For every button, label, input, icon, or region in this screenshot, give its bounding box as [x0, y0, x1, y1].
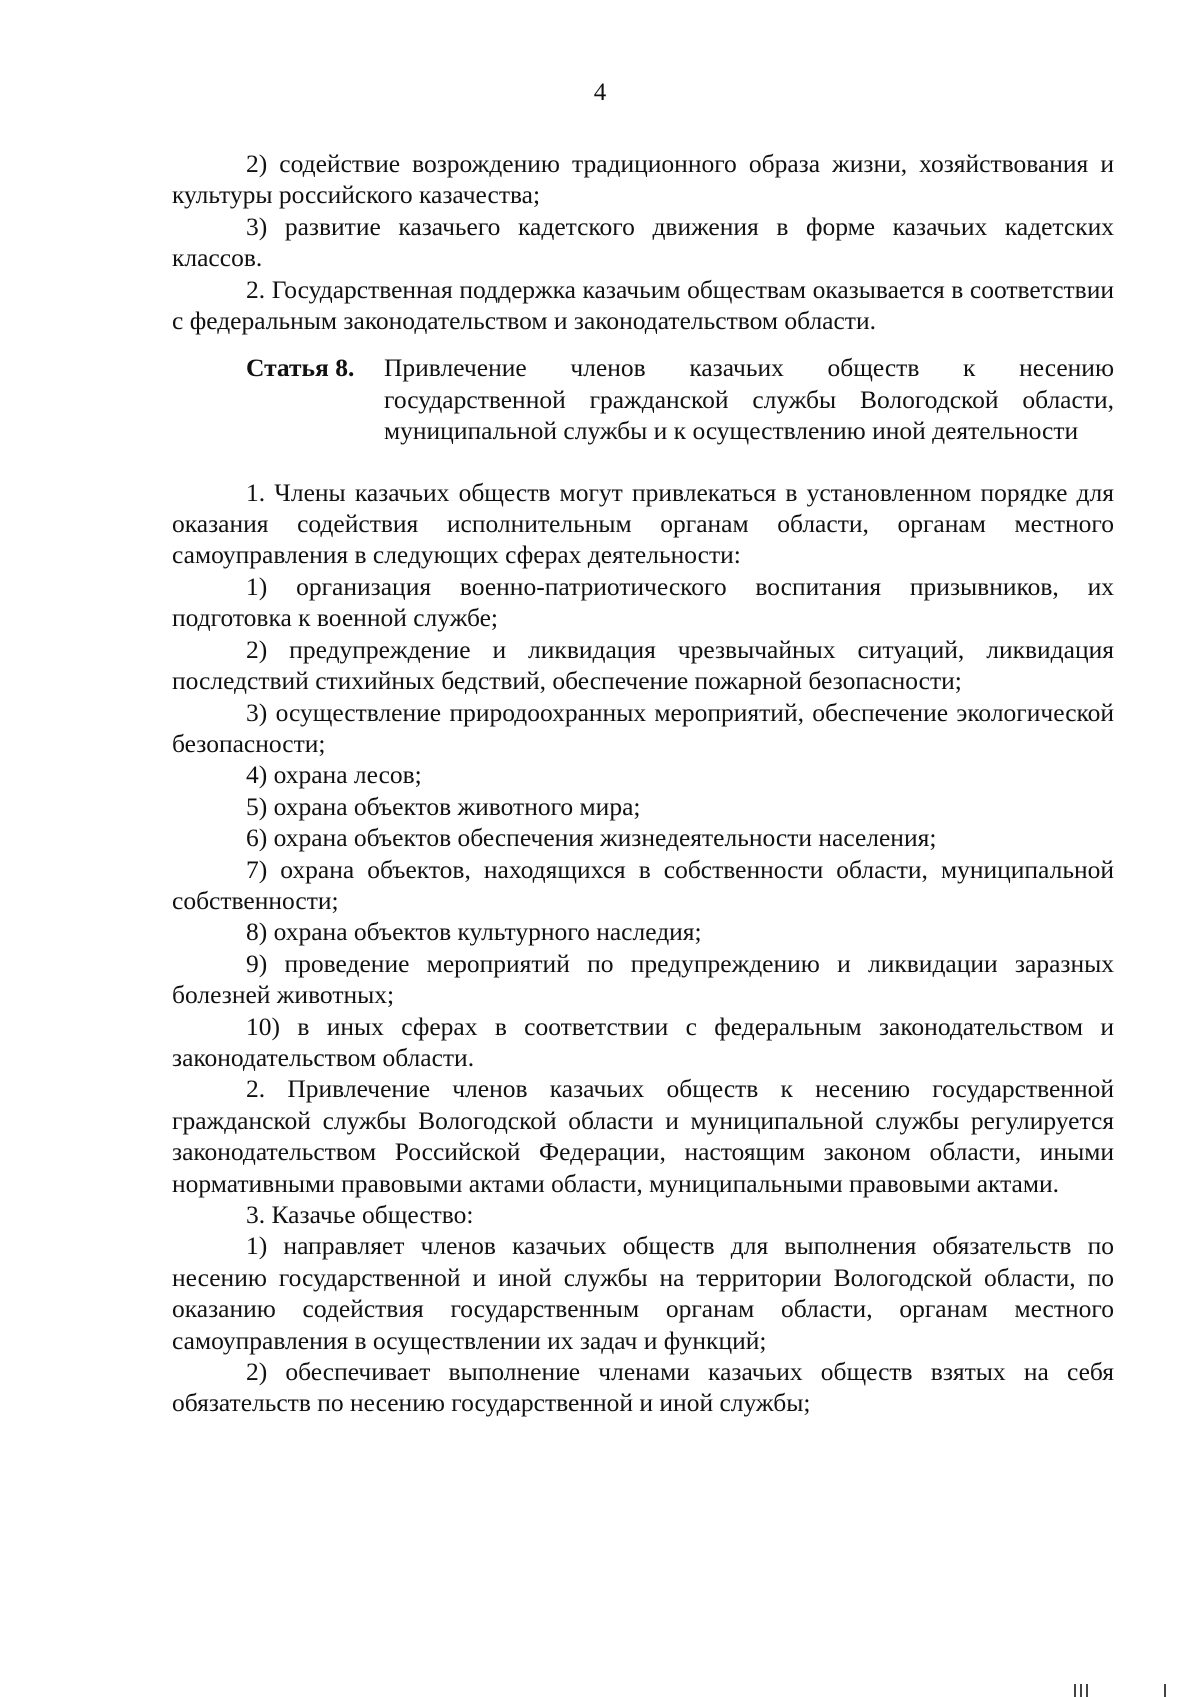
list-item: 7) охрана объектов, находящихся в собственности области, муниципальной собственности;: [172, 854, 1114, 915]
paragraph: 2) содействие возрождению традиционного образа жизни, хозяйствования и культуры российского казачества;: [172, 149, 1114, 210]
list-item: 2) предупреждение и ликвидация чрезвычайных ситуаций, ликвидация последствий стихийных бедствий, обеспечение пожарной безопасности;: [172, 634, 1114, 696]
list-item: 4) охрана лесов;: [246, 760, 422, 790]
paragraph: 1. Члены казачьих обществ могут привлекаться в установленном порядке для оказания содействия исполнительным органам области, органам местного самоуправления в следующих сферах деятельности:: [172, 477, 1114, 570]
article-label: Статья 8.: [246, 353, 355, 383]
scan-mark: [1080, 1684, 1082, 1697]
list-item: 3) осуществление природоохранных мероприятий, обеспечение экологической безопасности;: [172, 697, 1114, 758]
article-title: Привлечение членов казачьих обществ к несению государственной гражданской службы Вологодской области, муниципальной службы и к осуществлению иной деятельности: [384, 353, 1114, 446]
list-item: 8) охрана объектов культурного наследия;: [246, 917, 702, 947]
scan-mark: [1086, 1684, 1088, 1697]
scan-marks: [1074, 1684, 1200, 1697]
scan-mark: [1164, 1684, 1166, 1697]
list-item: 2) обеспечивает выполнение членами казачьих обществ взятых на себя обязательств по несению государственной и иной службы;: [172, 1357, 1114, 1418]
list-item: 1) организация военно-патриотического воспитания призывников, их подготовка к военной службе;: [172, 571, 1114, 633]
list-item: 10) в иных сферах в соответствии с федеральным законодательством и законодательством области.: [172, 1011, 1114, 1072]
paragraph: 2. Привлечение членов казачьих обществ к несению государственной гражданской службы Вологодской области и муниципальной службы регулируется законодательством Российской Федерации, настоящим законом области, иными нормативными правовыми актами области, муниципальными правовыми актами.: [172, 1074, 1114, 1198]
document-body: [172, 148, 1114, 1419]
paragraph: 2. Государственная поддержка казачьим обществам оказывается в соответствии с федеральным законодательством и законодательством области.: [172, 274, 1114, 336]
page-number: 4: [593, 79, 607, 106]
list-item: 1) направляет членов казачьих обществ для выполнения обязательств по несению государственной и иной службы на территории Вологодской области, по оказанию содействия государственным органам области, органам местного самоуправления в осуществлении их задач и функций;: [172, 1231, 1114, 1355]
scan-mark: [1074, 1684, 1076, 1697]
article-heading: [172, 352, 1114, 446]
paragraph: 3. Казачье общество:: [246, 1200, 474, 1229]
list-item: 9) проведение мероприятий по предупреждению и ликвидации заразных болезней животных;: [172, 948, 1114, 1010]
list-item: 6) охрана объектов обеспечения жизнедеятельности населения;: [246, 823, 937, 853]
list-item: 5) охрана объектов животного мира;: [246, 791, 641, 821]
paragraph: 3) развитие казачьего кадетского движения в форме казачьих кадетских классов.: [172, 211, 1114, 273]
